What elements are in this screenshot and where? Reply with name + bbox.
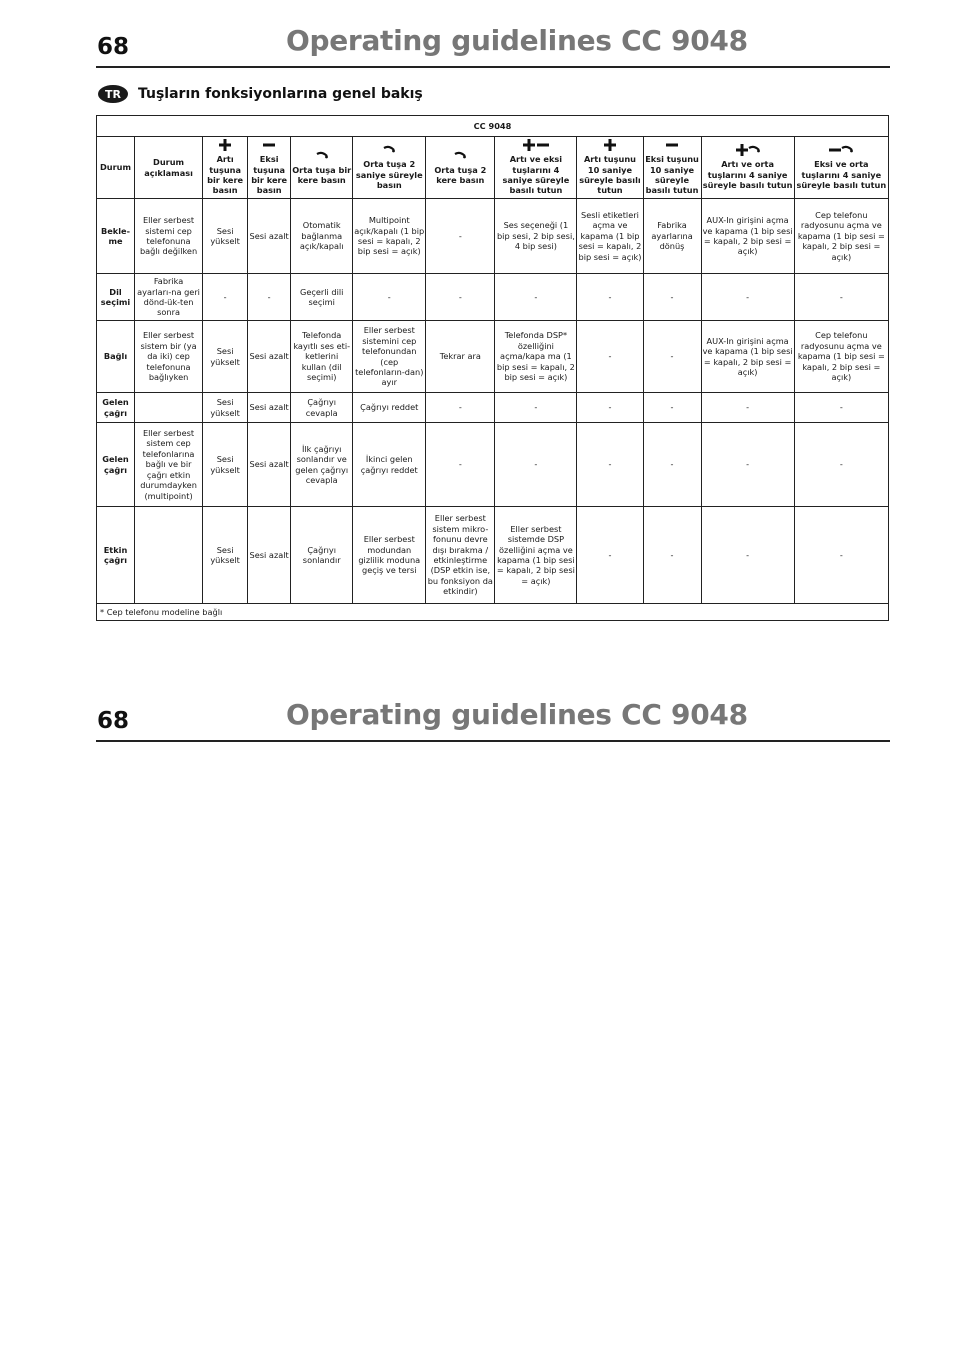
handset-icon	[354, 144, 424, 158]
table-cell: Geçerli dili seçimi	[291, 274, 353, 321]
table-cell: Eller serbest sistemde DSP özelliğini açma ve kapama (1 bip sesi = kapalı, 2 bip sesi = açık)	[495, 507, 577, 604]
table-cell: AUX-In girişini açma ve kapama (1 bip sesi = kapalı, 2 bip sesi = açık)	[701, 321, 794, 393]
table-cell: -	[426, 199, 495, 274]
table-cell: -	[495, 274, 577, 321]
plus-handset-icon	[703, 144, 793, 158]
minus-icon	[645, 139, 700, 153]
column-header	[135, 137, 203, 199]
table-cell: Çağrıyı reddet	[353, 393, 426, 423]
table-cell: Eller serbest sistem mikro-fonunu devre dışı bırakma / etkinleştirme (DSP etkin ise, bu fonksiyon da etkindir)	[426, 507, 495, 604]
table-cell: Sesi azalt	[248, 423, 291, 507]
table-cell: -	[794, 507, 888, 604]
table-cell	[135, 393, 203, 423]
table-cell: Sesi azalt	[248, 199, 291, 274]
table-cell: Fabrika ayarları-na geri dönd-ük-ten sonra	[135, 274, 203, 321]
column-header	[643, 137, 701, 199]
column-header-label: Eksi tuşuna bir kere basın	[251, 154, 288, 196]
column-header-label: Eksi ve orta tuşlarını 4 saniye süreyle basılı tutun	[796, 159, 887, 191]
column-header	[495, 137, 577, 199]
table-cell: Fabrika ayarlarına dönüş	[643, 199, 701, 274]
table-cell: -	[577, 507, 643, 604]
column-header-label: Orta tuşa 2 kere basın	[434, 164, 487, 185]
handset-icon	[292, 150, 351, 164]
column-header-label: Orta tuşa 2 saniye süreyle basın	[355, 159, 423, 191]
table-cell: Cep telefonu radyosunu açma ve kapama (1 bip sesi = kapalı, 2 bip sesi = açık)	[794, 321, 888, 393]
row-state: Etkin çağrı	[97, 507, 135, 604]
table-cell: Sesi azalt	[248, 321, 291, 393]
table-cell: -	[426, 274, 495, 321]
table-cell: Eller serbest sistem bir (ya da iki) cep telefonuna bağlıyken	[135, 321, 203, 393]
table-cell: Otomatik bağlanma açık/kapalı	[291, 199, 353, 274]
section-heading	[98, 84, 423, 104]
table-cell: Çağrıyı cevapla	[291, 393, 353, 423]
table-cell: -	[426, 423, 495, 507]
table-cell: Sesi azalt	[248, 393, 291, 423]
row-state: Gelen çağrı	[97, 393, 135, 423]
table-cell: Sesi yükselt	[203, 507, 248, 604]
row-state: Dil seçimi	[97, 274, 135, 321]
table-cell: -	[577, 321, 643, 393]
column-header-label: Artı ve orta tuşlarını 4 saniye süreyle basılı tutun	[702, 159, 793, 191]
table-cell: Sesi yükselt	[203, 423, 248, 507]
minus-icon	[249, 139, 289, 153]
table-cell: AUX-In girişini açma ve kapama (1 bip sesi = kapalı, 2 bip sesi = açık)	[701, 199, 794, 274]
table-cell: Sesi yükselt	[203, 321, 248, 393]
key-function-table	[96, 115, 889, 621]
column-header	[248, 137, 291, 199]
row-state: Bekle-me	[97, 199, 135, 274]
page-number: 68	[97, 708, 130, 734]
table-cell: Telefonda DSP* özelliğini açma/kapa ma (1 bip sesi = kapalı, 2 bip sesi = açık)	[495, 321, 577, 393]
table-cell: -	[643, 274, 701, 321]
table-cell: Cep telefonu radyosunu açma ve kapama (1 bip sesi = kapalı, 2 bip sesi = açık)	[794, 199, 888, 274]
table-cell: Eller serbest modundan gizlilik moduna geçiş ve tersi	[353, 507, 426, 604]
language-badge: TR	[98, 85, 128, 103]
table-cell: -	[643, 423, 701, 507]
model-header: CC 9048	[97, 116, 889, 137]
column-header-label: Artı ve eksi tuşlarını 4 saniye süreyle basılı tutun	[502, 154, 570, 196]
table-cell: -	[577, 423, 643, 507]
handset-icon	[427, 150, 493, 164]
column-header-label: Durum açıklaması	[144, 157, 193, 178]
table-cell: -	[794, 423, 888, 507]
column-header	[577, 137, 643, 199]
column-header	[97, 137, 135, 199]
table-cell: Ses seçeneği (1 bip sesi, 2 bip sesi, 4 bip sesi)	[495, 199, 577, 274]
table-cell: -	[701, 507, 794, 604]
section-title: Tuşların fonksiyonlarına genel bakış	[138, 86, 423, 102]
column-header	[426, 137, 495, 199]
table-cell: Sesi yükselt	[203, 199, 248, 274]
column-header-label: Durum	[100, 162, 132, 173]
table-cell: -	[701, 274, 794, 321]
column-header	[794, 137, 888, 199]
table-cell: Tekrar ara	[426, 321, 495, 393]
plus-icon	[578, 139, 641, 153]
page-header	[96, 0, 890, 68]
table-cell: Eller serbest sistem cep telefonlarına bağlı ve bir çağrı etkin durumdayken (multipoint)	[135, 423, 203, 507]
column-header-label: Orta tuşa bir kere basın	[292, 164, 352, 185]
table-row	[97, 274, 889, 321]
table-cell: -	[794, 393, 888, 423]
column-header	[701, 137, 794, 199]
page-title: Operating guidelines CC 9048	[286, 24, 748, 57]
table-cell: Çağrıyı sonlandır	[291, 507, 353, 604]
table-row	[97, 507, 889, 604]
table-cell: İkinci gelen çağrıyı reddet	[353, 423, 426, 507]
table-cell: Sesi yükselt	[203, 393, 248, 423]
table-cell: -	[495, 393, 577, 423]
plus-icon	[204, 139, 246, 153]
table-cell: Eller serbest sistemini cep telefonundan (cep telefonların-dan) ayır	[353, 321, 426, 393]
table-cell: İlk çağrıyı sonlandır ve gelen çağrıyı cevapla	[291, 423, 353, 507]
table-cell: -	[577, 393, 643, 423]
table-cell: Multipoint açık/kapalı (1 bip sesi = kapalı, 2 bip sesi = açık)	[353, 199, 426, 274]
table-cell	[135, 507, 203, 604]
column-header-row	[97, 137, 889, 199]
page-title: Operating guidelines CC 9048	[286, 698, 748, 731]
plus-minus-icon	[496, 139, 575, 153]
table-cell: Telefonda kayıtlı ses eti-ketlerini kullan (dil seçimi)	[291, 321, 353, 393]
table-row	[97, 393, 889, 423]
table-cell: -	[248, 274, 291, 321]
table-body	[97, 199, 889, 604]
row-state: Gelen çağrı	[97, 423, 135, 507]
table-cell: -	[794, 274, 888, 321]
table-row	[97, 423, 889, 507]
table-cell: -	[203, 274, 248, 321]
table-cell: -	[577, 274, 643, 321]
column-header	[291, 137, 353, 199]
table-cell: -	[426, 393, 495, 423]
column-header	[203, 137, 248, 199]
table-cell: Eller serbest sistemi cep telefonuna bağlı değilken	[135, 199, 203, 274]
table-cell: Sesi azalt	[248, 507, 291, 604]
row-state: Bağlı	[97, 321, 135, 393]
page-header-repeat	[96, 674, 890, 742]
page-number: 68	[97, 34, 130, 60]
table-row	[97, 199, 889, 274]
column-header	[353, 137, 426, 199]
column-header-label: Eksi tuşunu 10 saniye süreyle basılı tutun	[645, 154, 699, 196]
table-cell: -	[643, 321, 701, 393]
table-cell: -	[701, 423, 794, 507]
footnote: * Cep telefonu modeline bağlı	[97, 604, 889, 621]
table-cell: -	[643, 507, 701, 604]
table-cell: -	[701, 393, 794, 423]
table-cell: -	[353, 274, 426, 321]
column-header-label: Artı tuşunu 10 saniye süreyle basılı tutun	[579, 154, 641, 196]
table-cell: Sesli etiketleri açma ve kapama (1 bip sesi = kapalı, 2 bip sesi = açık)	[577, 199, 643, 274]
table-cell: -	[643, 393, 701, 423]
table-cell: -	[495, 423, 577, 507]
column-header-label: Artı tuşuna bir kere basın	[207, 154, 244, 196]
minus-handset-icon	[796, 144, 887, 158]
table-row	[97, 321, 889, 393]
